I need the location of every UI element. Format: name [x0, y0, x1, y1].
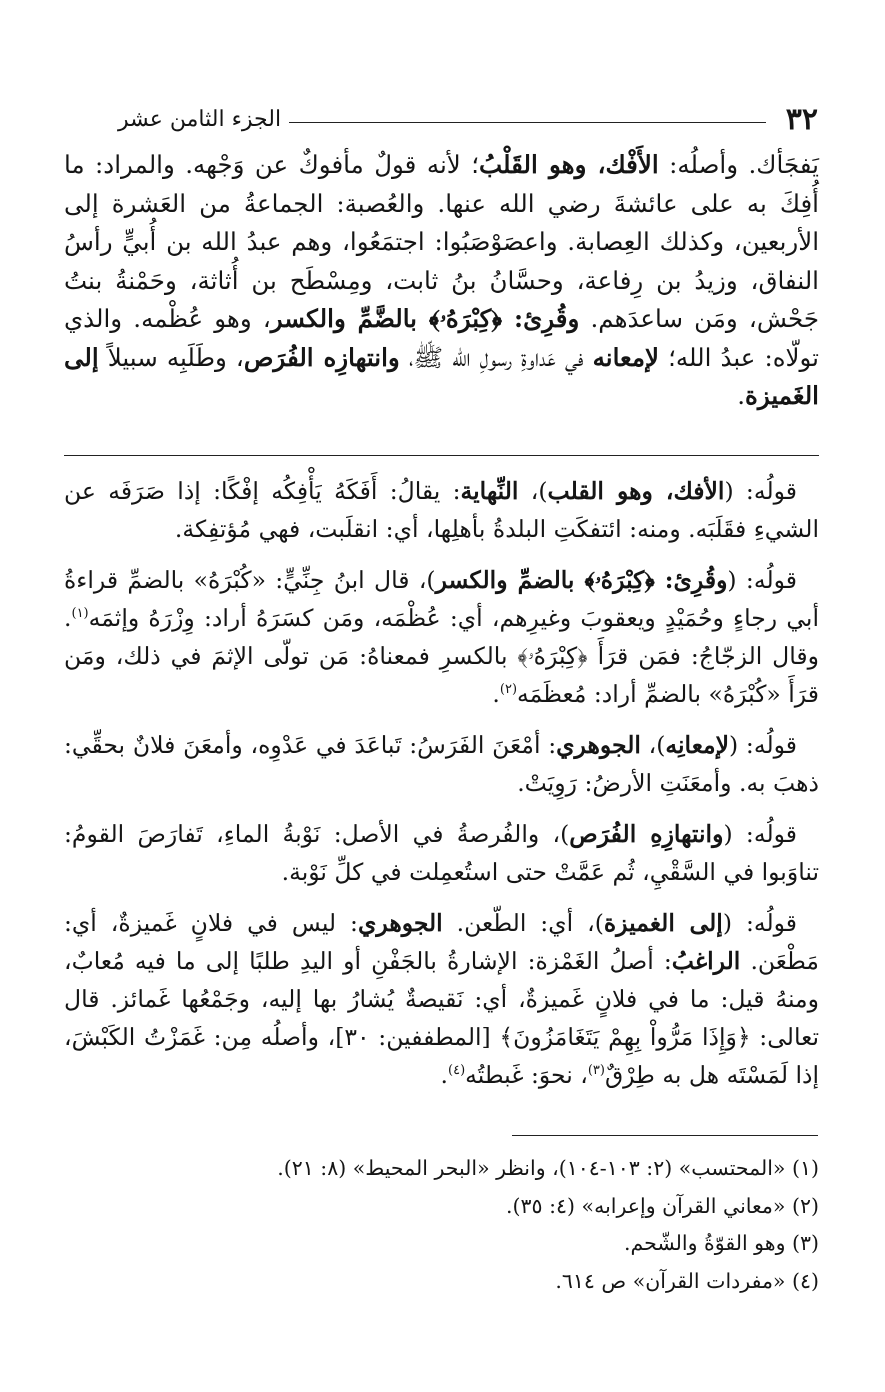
- bold-lemma: وقُرِئ: ﴿كِبْرَهُۥ﴾ بالضمِّ والكسر: [435, 566, 728, 594]
- text-run: قولُه: (: [724, 477, 797, 505]
- bold-lemma: الأَفْك، وهو القَلْبُ: [479, 150, 659, 179]
- commentary: [64, 472, 819, 1107]
- text-run: .: [492, 680, 500, 708]
- footnote-divider: [512, 1135, 818, 1136]
- section-divider: [64, 455, 819, 456]
- bold-lemma: لإمعانه: [592, 342, 659, 372]
- text-run: )،: [518, 477, 548, 505]
- footnote: (٣) وهو القوّةُ والشّحم.: [623, 1231, 819, 1255]
- source-name: الجوهري: [556, 731, 641, 759]
- source-name: النِّهاية: [460, 477, 519, 505]
- text-run: ، نحوَ: غَبطتُه: [465, 1061, 588, 1089]
- commentary-paragraph: [64, 815, 819, 891]
- commentary-paragraph: [64, 472, 819, 548]
- text-run: قولُه: (: [722, 909, 797, 937]
- text-run: : ليس في فلانٍ غَميزةٌ، أي: مَطْعَن.: [64, 909, 819, 975]
- main-text: [64, 146, 819, 416]
- text-run: ): [426, 566, 436, 594]
- text-run: : يقالُ: أَفَكَهُ يَأْفِكُه إفْكًا: إذا صَرَفَه عن الشيءِ فقَلَبَه. ومنه: ائتفكَتِ البلدةُ بأهلِها، أي: انقلَبت، فهي مُؤتفِكة.: [64, 477, 819, 543]
- text-run: ): [560, 820, 570, 848]
- text-run: . وقال الزجّاجُ: فمَن قرَأَ ﴿كِبْرَهُۥ﴾ بالكسرِ فمعناهُ: مَن تولّى الإثمَ في ذلك، ومَن قرَأَ «كُبْرَهُ» بالضمِّ أراد: مُعظَمَه: [64, 604, 819, 708]
- text-run: ، أي: الطّعن.: [442, 909, 595, 937]
- footnote-ref[interactable]: (٢): [499, 682, 518, 698]
- text-run: قولُه: (: [727, 566, 797, 594]
- bold-lemma: إلى الغَميزة: [64, 342, 819, 410]
- text-run: قولُه: (: [723, 820, 797, 848]
- footnote: (١) «المحتسب» (٢: ١٠٣-١٠٤)، وانظر «البحر المحيط» (٨: ٢١).: [277, 1156, 819, 1180]
- footnote-ref[interactable]: (١): [71, 606, 89, 622]
- volume-title: الجزء الثامن عشر: [118, 106, 282, 132]
- bold-lemma: إلى الغميزة: [603, 909, 723, 937]
- text-run: يَفجَأك. وأصلُه:: [658, 150, 819, 179]
- text-run: : أصلُ الغَمْزة: الإشارةُ بالجَفْنِ أو اليدِ طلبًا إلى ما فيه مُعابٌ، ومنهُ قيل: ما في فلانٍ غَميزةٌ، أي: نَقيصةٌ يُشارُ بها إليه، وجَمْعُها غَمائز. قال تعالى: ﴿وَإِذَا مَرُّواْ بِهِمْ يَتَغَامَزُونَ﴾ [المطففين: ٣٠]، وأصلُه مِن: غَمَزْتُ الكَبْشَ، إذا لَمَسْتَه هل به طِرْقٌ: [64, 947, 819, 1089]
- text-run: ، وطَلَبِه سبيلاً: [98, 342, 244, 372]
- text-run: .: [440, 1061, 449, 1089]
- text-run: ، وهو عُظْمه. والذي تولّاه: عبدُ الله؛: [64, 304, 819, 372]
- source-name: الراغبُ: [671, 947, 741, 975]
- text-run: في عَداوةِ رسولِ الله ﷺ،: [399, 342, 593, 372]
- bold-lemma: وقُرِئ: ﴿كِبْرَهُۥ﴾ بالضَّمِّ والكسر: [270, 304, 580, 333]
- text-run: .: [737, 381, 745, 410]
- commentary-paragraph: [64, 726, 819, 802]
- bold-lemma: لإمعانِه: [665, 731, 730, 759]
- bold-lemma: وانتهازِهِ الفُرَص: [569, 820, 724, 848]
- text-run: ؛ لأنه قولٌ مأفوكٌ عن وَجْهه. والمراد: ما أُفِكَ به على عائشةَ رضي الله عنها. والعُصبة: الجماعةُ من العَشرة إلى الأربعين، وكذلك العِصابة. واعصَوْصَبُوا: اجتمَعُوا، وهم عبدُ الله بن أُبيٍّ رأسُ النفاق، وزيدُ بن رِفاعة، وحسَّانُ بنُ ثابت، ومِسْطَح بن أُثاثة، وحَمْنةُ بنتُ جَحْش، ومَن ساعدَهم.: [64, 150, 820, 333]
- text-run: ): [594, 909, 604, 937]
- footnotes: [64, 1150, 819, 1300]
- footnote: (٢) «معاني القرآن وإعرابه» (٤: ٣٥).: [506, 1193, 819, 1218]
- text-run: ، والفُرصةُ في الأصل: نَوْبةُ الماءِ، تَفارَصَ القومُ: تناوَبوا في السَّقْيِ، ثُم عَمَّتْ حتى استُعمِلت في كلِّ نَوْبة.: [64, 820, 819, 886]
- footnote-ref[interactable]: (٣): [587, 1063, 605, 1079]
- text-run: ، قال ابنُ جِنِّيٍّ: «كُبْرَهُ» بالضمِّ قراءةُ أبي رجاءٍ وحُمَيْدٍ ويعقوبَ وغيرِهم، أي: عُظْمَه، ومَن كسَرَهُ أراد: وِزْرَهُ وإثمَه: [64, 566, 819, 632]
- footnote-ref[interactable]: (٤): [448, 1063, 466, 1079]
- source-name: الجوهري: [357, 909, 443, 937]
- text-run: )،: [640, 731, 666, 759]
- page-number: ٣٢: [785, 101, 818, 137]
- page-header: [118, 102, 818, 136]
- main-paragraph: [64, 146, 819, 416]
- bold-lemma: الأفك، وهو القلب: [547, 477, 725, 505]
- commentary-paragraph: [64, 561, 819, 713]
- text-run: قولُه: (: [729, 731, 797, 759]
- footnote: (٤) «مفردات القرآن» ص ٦١٤.: [555, 1268, 819, 1293]
- bold-lemma: وانتهازِه الفُرَص: [243, 342, 400, 372]
- header-rule: [289, 122, 766, 123]
- text-run: : أمْعَنَ الفَرَسُ: تَباعَدَ في عَدْوِه، وأمعَنَ فلانٌ بحقِّي: ذهبَ به. وأمعَنَتِ الأرضُ: رَوِيَتْ.: [64, 731, 819, 797]
- commentary-paragraph: [64, 904, 819, 1094]
